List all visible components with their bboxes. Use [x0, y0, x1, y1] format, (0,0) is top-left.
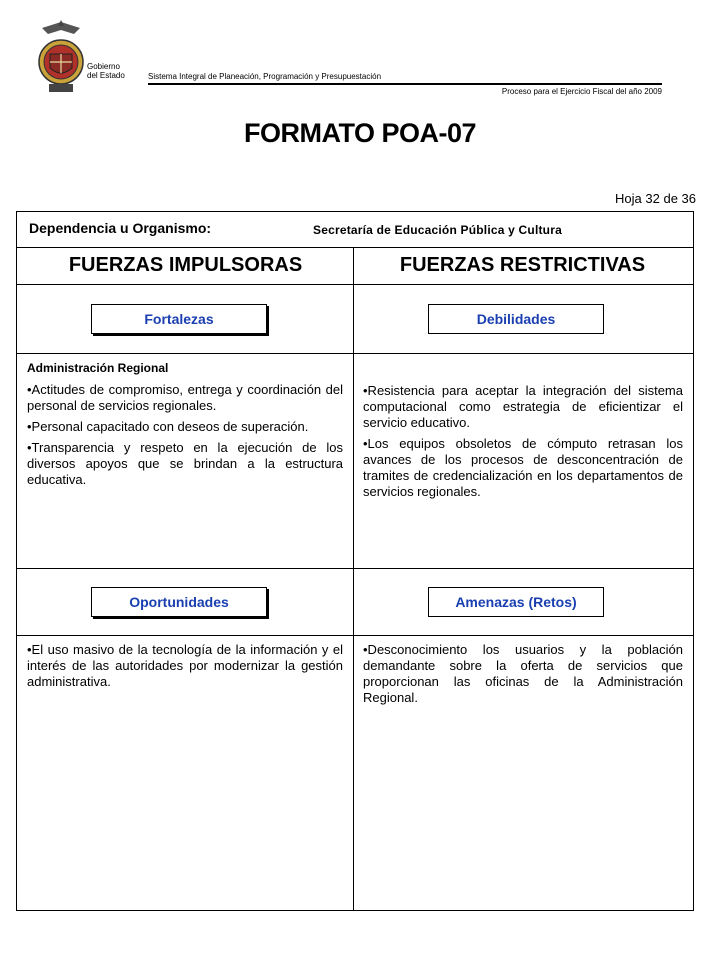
weaknesses-cell — [363, 383, 683, 505]
divider — [17, 635, 693, 636]
dependency-label: Dependencia u Organismo: — [29, 220, 212, 236]
header-rule — [148, 83, 662, 85]
divider — [17, 284, 693, 285]
opportunities-box: Oportunidades — [91, 587, 267, 617]
strengths-cell — [27, 360, 343, 493]
divider — [17, 353, 693, 354]
weakness-item: •Los equipos obsoletos de cómputo retrasan los avances de los procesos de desconcentración de tramites de credencialización en los departamentos de servicios regionales. — [363, 436, 683, 499]
strengths-subtitle: Administración Regional — [27, 361, 169, 375]
poa-table — [16, 211, 694, 911]
dependency-value: Secretaría de Educación Pública y Cultura — [313, 223, 562, 237]
strength-item: •Actitudes de compromiso, entrega y coordinación del personal de servicios regionales. — [27, 382, 343, 413]
threats-box: Amenazas (Retos) — [428, 587, 604, 617]
weakness-item: •Resistencia para aceptar la integración del sistema computacional como estrategia de eficientizar el servicio educativo. — [363, 383, 683, 430]
gov-line-2: del Estado — [87, 71, 125, 80]
opportunities-cell — [27, 642, 343, 695]
state-seal-logo — [36, 18, 86, 96]
column-divider — [353, 248, 354, 910]
gov-line-1: Gobierno — [87, 62, 120, 71]
strengths-box: Fortalezas — [91, 304, 267, 334]
process-year: Proceso para el Ejercicio Fiscal del año 2009 — [501, 87, 662, 96]
page-title: FORMATO POA-07 — [243, 118, 477, 148]
strength-item: •Transparencia y respeto en la ejecución de los diversos apoyos que se brindan a la estructura educativa. — [27, 440, 343, 487]
divider — [17, 247, 693, 248]
system-name: Sistema Integral de Planeación, Programación y Presupuestación — [148, 72, 382, 81]
threats-cell — [363, 642, 683, 711]
threat-item: •Desconocimiento los usuarios y la población demandante sobre la oferta de servicios que proporcionan las oficinas de la Administración Regional. — [363, 642, 683, 705]
government-label — [87, 62, 125, 80]
column-header-restraining-forces: FUERZAS RESTRICTIVAS — [399, 254, 646, 276]
strength-item: •Personal capacitado con deseos de superación. — [27, 419, 309, 434]
page-counter: Hoja 32 de 36 — [615, 191, 696, 206]
column-header-driving-forces: FUERZAS IMPULSORAS — [68, 254, 303, 276]
opportunity-item: •El uso masivo de la tecnología de la información y el interés de las autoridades por modernizar la gestión administrativa. — [27, 642, 343, 689]
weaknesses-box: Debilidades — [428, 304, 604, 334]
divider — [17, 568, 693, 569]
